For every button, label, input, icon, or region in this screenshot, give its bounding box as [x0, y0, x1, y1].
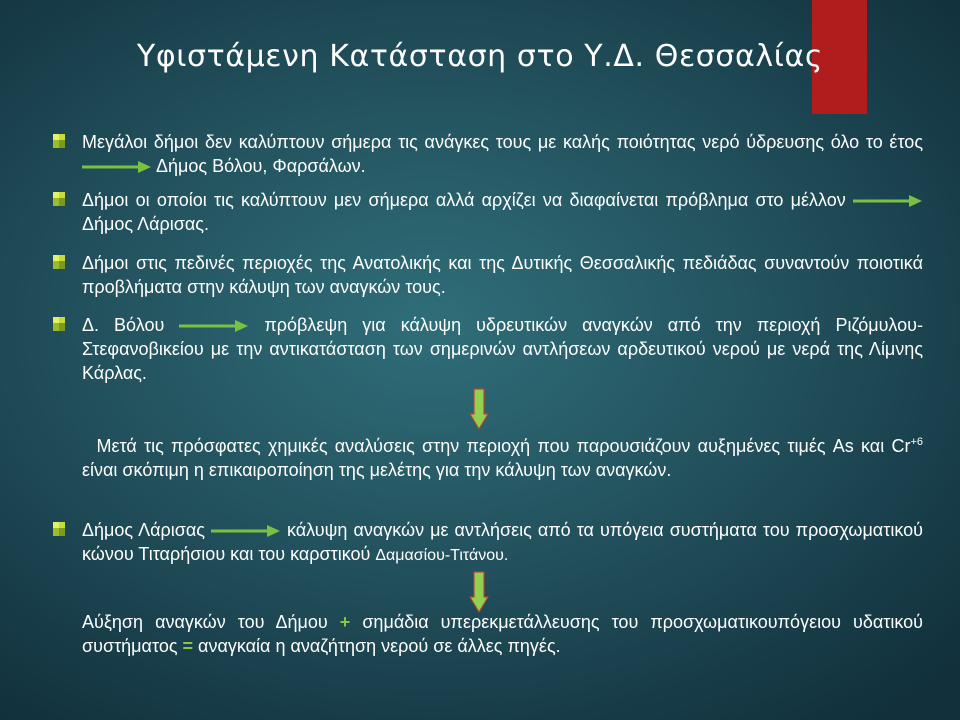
arrow-down-icon	[469, 571, 489, 613]
slide-title: Υφιστάμενη Κατάσταση στο Υ.Δ. Θεσσαλίας	[136, 39, 824, 74]
bullet-item-5: Δήμος Λάρισας κάλυψη αναγκών με αντλήσεις από τα υπόγεια συστήματα του προσχωματικού κώνου Τιταρήσιου και του καρστικού Δαμασίου-Τιτάνου.	[82, 518, 923, 568]
bullet-item-3: Δήμοι στις πεδινές περιοχές της Ανατολικής και της Δυτικής Θεσσαλικής πεδιάδας συναντούν ποιοτικά προβλήματα στην κάλυψη των αναγκών τους.	[82, 251, 923, 299]
bullet-icon	[53, 317, 65, 331]
arrow-right-icon	[82, 160, 152, 174]
bullet-icon	[53, 192, 65, 206]
analysis-paragraph: Μετά τις πρόσφατες χημικές αναλύσεις στην περιοχή που παρουσιάζουν αυξημένες τιμές As και $Cr^{+6}$ είναι σκόπιμη η επικαιροποίηση της μελέτης για την κάλυψη των αναγκών.	[82, 436, 923, 480]
conclusion-paragraph: Αύξηση αναγκών του Δήμου + σημάδια υπερεκμετάλλευσης του προσχωματικουπόγειου υδατικού συστήματος = αναγκαία η αναζήτηση νερού σε άλλες πηγές.	[82, 612, 923, 656]
arrow-right-icon	[853, 194, 923, 208]
bullet-icon	[53, 134, 65, 148]
bullet-icon	[53, 522, 65, 536]
bullet-item-4: Δ. Βόλου πρόβλεψη για κάλυψη υδρευτικών αναγκών από την περιοχή Ριζόμυλου-Στεφανοβικείου με την αντικατάσταση των σημερινών αντλήσεων αρδευτικού νερού με νερά της Λίμνης Κάρλας.	[82, 313, 923, 385]
bullet-icon	[53, 255, 65, 269]
arrow-right-icon	[211, 524, 281, 538]
bullet-item-1: Μεγάλοι δήμοι δεν καλύπτουν σήμερα τις ανάγκες τους με καλής ποιότητας νερό ύδρευσης όλο το έτος Δήμος Βόλου, Φαρσάλων.	[82, 130, 923, 178]
arrow-down-icon	[469, 388, 489, 430]
arrow-right-icon	[179, 319, 249, 333]
bullet-item-2: Δήμοι οι οποίοι τις καλύπτουν μεν σήμερα αλλά αρχίζει να διαφαίνεται πρόβλημα στο μέλλον Δήμος Λάρισας.	[82, 188, 923, 236]
